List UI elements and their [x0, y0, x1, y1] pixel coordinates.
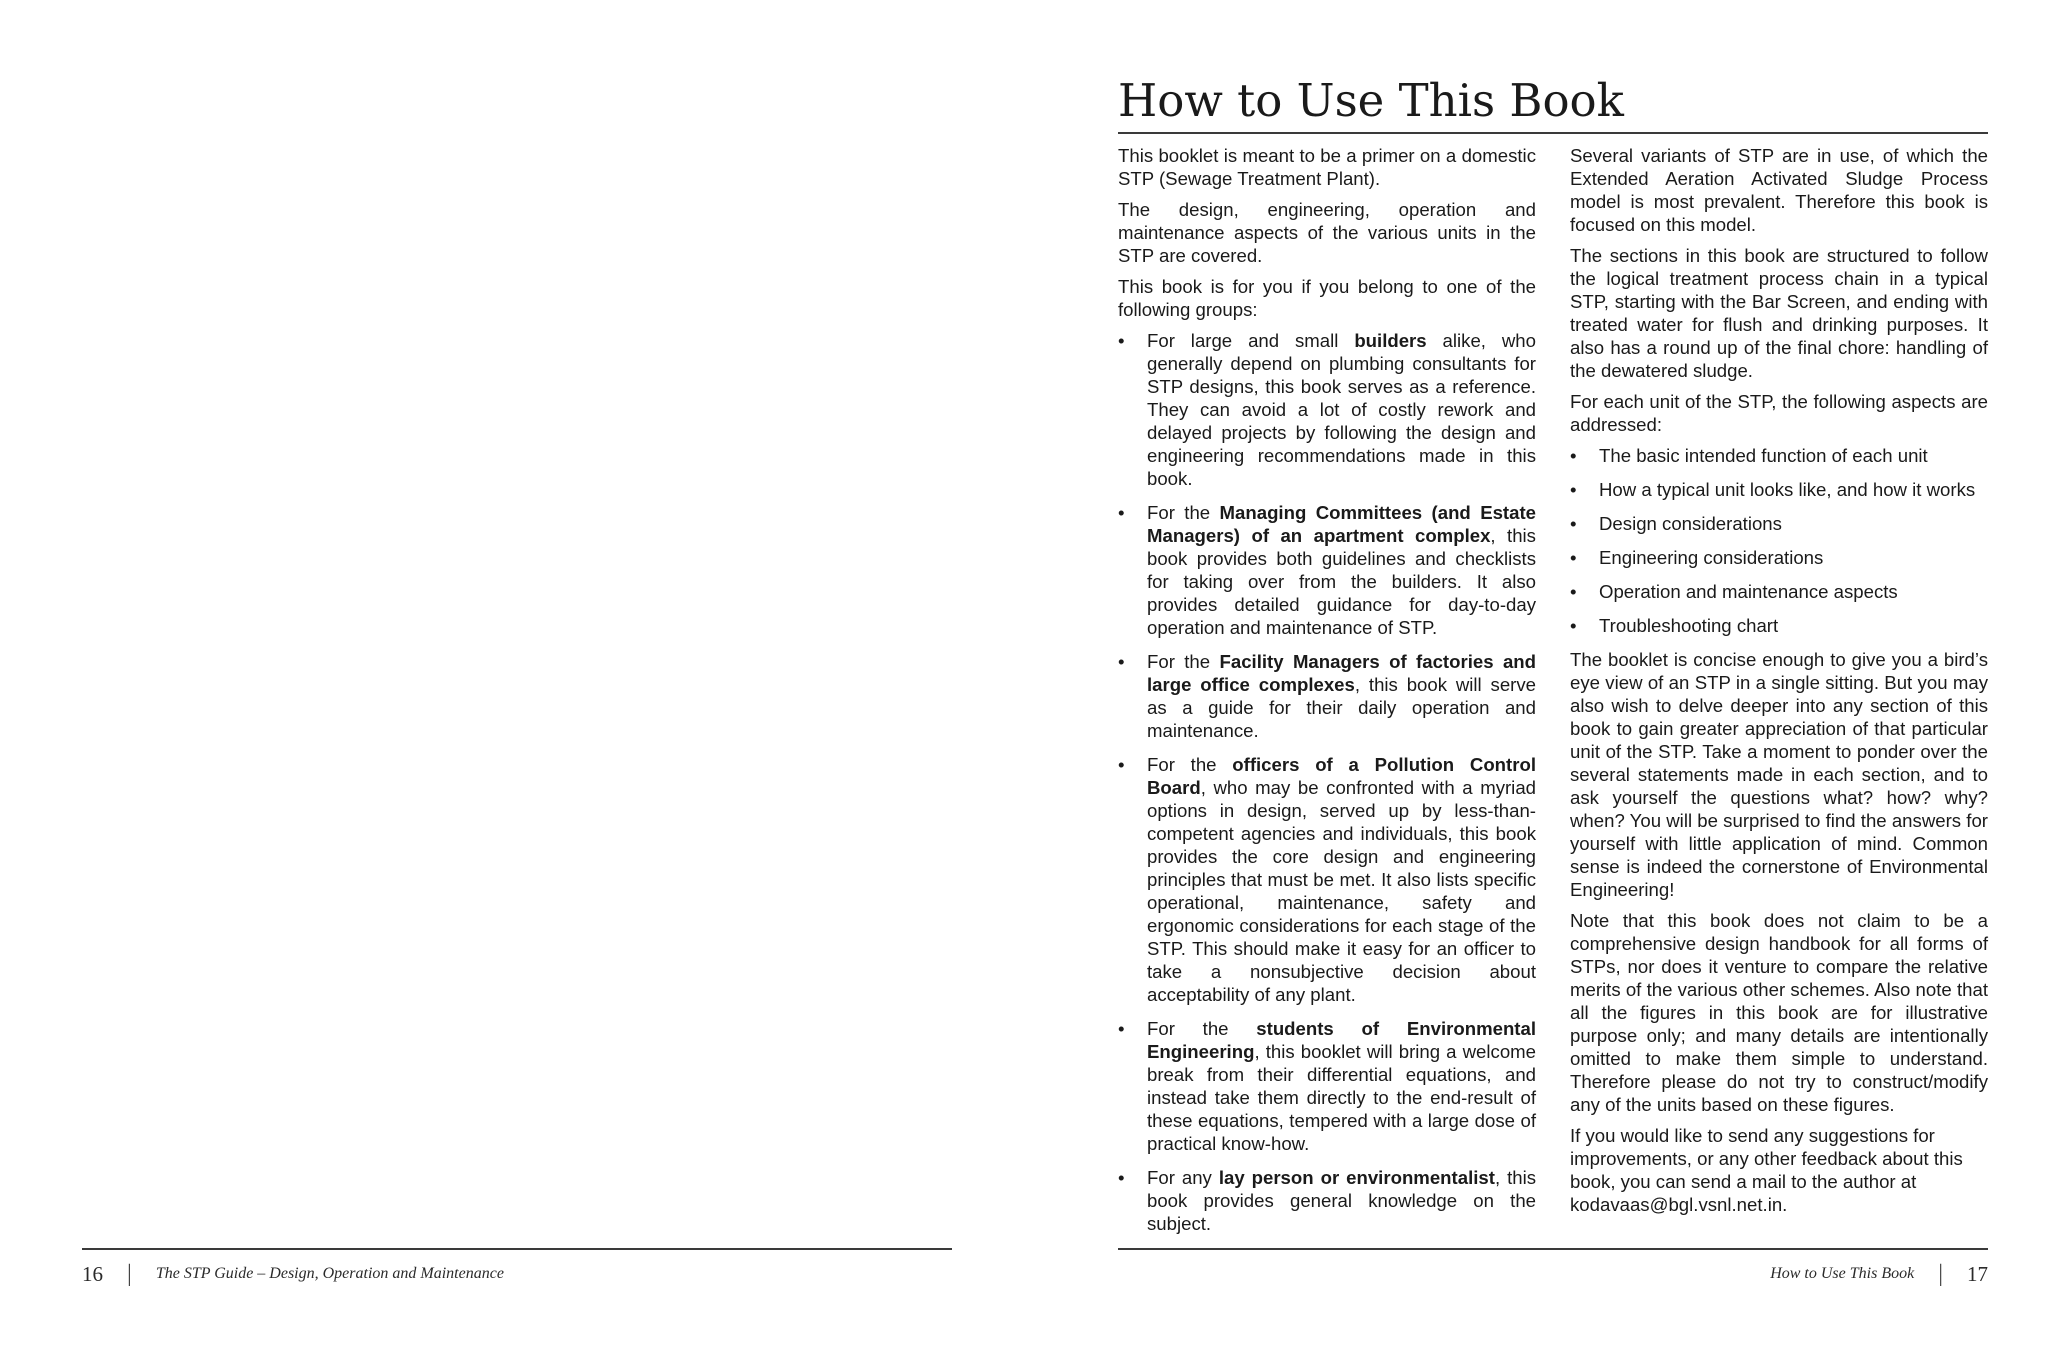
list-item: • For the Managing Committees (and Estate Managers) of an apartment complex, this book provides both guidelines and checklists for taking over from the builders. It also provides detailed guidance for day-to-day operation and maintenance of STP. [1118, 502, 1536, 638]
left-footer-title: The STP Guide – Design, Operation and Maintenance [155, 1265, 504, 1282]
intro-paragraph-1: This booklet is meant to be a primer on a domestic STP (Sewage Treatment Plant). [1118, 145, 1536, 189]
list-item: • For the students of Environmental Engineering, this booklet will bring a welcome break from their differential equations, and instead take them directly to the end-result of these equations, tempered with a large dose of practical know-how. [1118, 1018, 1536, 1154]
bullet-icon: • [1118, 502, 1125, 523]
left-footer [82, 1258, 504, 1290]
bullet-icon: • [1570, 445, 1577, 466]
column-left [1118, 144, 1536, 1246]
audience-list [1118, 329, 1536, 1235]
list-item: • Operation and maintenance aspects [1570, 581, 1898, 602]
intro-paragraph-3: This book is for you if you belong to one of the following groups: [1118, 276, 1536, 320]
list-item: • For the officers of a Pollution Control Board, who may be confronted with a myriad options in design, served up by less-than-competent agencies and individuals, this book provides the core design and engineering principles that must be met. It also lists specific operational, maintenance, safety and ergonomic considerations for each stage of the STP. This should make it easy for an officer to take a nonsubjective decision about acceptability of any plant. [1118, 754, 1536, 1005]
right-footer-rule [1118, 1248, 1988, 1250]
list-item: • Engineering considerations [1570, 547, 1824, 568]
list-item: • Troubleshooting chart [1570, 615, 1779, 636]
right-footer [1770, 1258, 1988, 1290]
feedback-paragraph: If you would like to send any suggestions for improvements, or any other feedback about this book, you can send a mail to the author at kodavaas@bgl.vsnl.net.in. [1570, 1125, 1963, 1215]
bullet-icon: • [1118, 651, 1125, 672]
list-item: • How a typical unit looks like, and how it works [1570, 479, 1976, 500]
bullet-icon: • [1118, 330, 1125, 351]
body-paragraph-5: Note that this book does not claim to be a comprehensive design handbook for all forms of STPs, nor does it venture to compare the relative merits of the various other schemes. Also note that all the figures in this book are for illustrative purpose only; and many details are intentionally omitted to make them simple to understand. Therefore please do not try to construct/modify any of the units based on these figures. [1570, 910, 1988, 1115]
bullet-icon: • [1570, 615, 1577, 636]
bullet-icon: • [1118, 754, 1125, 775]
bullet-icon: • [1118, 1167, 1125, 1188]
body-paragraph-2: The sections in this book are structured to follow the logical treatment process chain in a typical STP, starting with the Bar Screen, and ending with treated water for flush and drinking purposes. It also has a round up of the final chore: handling of the dewatered sludge. [1570, 245, 1988, 381]
right-page-number: 17 [1967, 1261, 1988, 1286]
left-footer-rule [82, 1248, 952, 1250]
body-paragraph-4: The booklet is concise enough to give you a bird’s eye view of an STP in a single sitting. But you may also wish to delve deeper into any section of this book to gain greater appreciation of that particular unit of the STP. Take a moment to ponder over the several statements made in each section, and to ask yourself the questions what? how? why? when? You will be surprised to find the answers for yourself with little application of mind. Common sense is indeed the cornerstone of Environmental Engineering! [1570, 649, 1988, 900]
bullet-icon: • [1570, 547, 1577, 568]
bullet-icon: • [1570, 581, 1577, 602]
body-paragraph-1: Several variants of STP are in use, of which the Extended Aeration Activated Sludge Process model is most prevalent. Therefore this book is focused on this model. [1570, 145, 1988, 235]
right-page [1024, 0, 2048, 1348]
list-item: • The basic intended function of each unit [1570, 445, 1928, 466]
list-item: • For the Facility Managers of factories and large office complexes, this book will serve as a guide for their daily operation and maintenance. [1118, 651, 1537, 741]
body-paragraph-3: For each unit of the STP, the following aspects are addressed: [1570, 391, 1988, 435]
bullet-icon: • [1570, 513, 1577, 534]
list-item: • Design considerations [1570, 513, 1782, 534]
bullet-icon: • [1118, 1018, 1125, 1039]
left-footer-separator: | [127, 1260, 132, 1287]
list-item: • For any lay person or environmentalist, this book provides general knowledge on the subject. [1118, 1167, 1537, 1234]
title-rule [1118, 132, 1988, 134]
list-item: • For large and small builders alike, who generally depend on plumbing consultants for STP designs, this book serves as a reference. They can avoid a lot of costly rework and delayed projects by following the design and engineering recommendations made in this book. [1118, 330, 1536, 489]
right-footer-separator: | [1938, 1260, 1943, 1287]
right-footer-title: How to Use This Book [1770, 1265, 1915, 1282]
page-title: How to Use This Book [1118, 74, 1624, 127]
column-right [1570, 144, 1988, 1224]
intro-paragraph-2: The design, engineering, operation and maintenance aspects of the various units in the STP are covered. [1118, 199, 1536, 266]
aspects-list [1570, 444, 1988, 637]
left-page-number: 16 [82, 1261, 103, 1286]
bullet-icon: • [1570, 479, 1577, 500]
